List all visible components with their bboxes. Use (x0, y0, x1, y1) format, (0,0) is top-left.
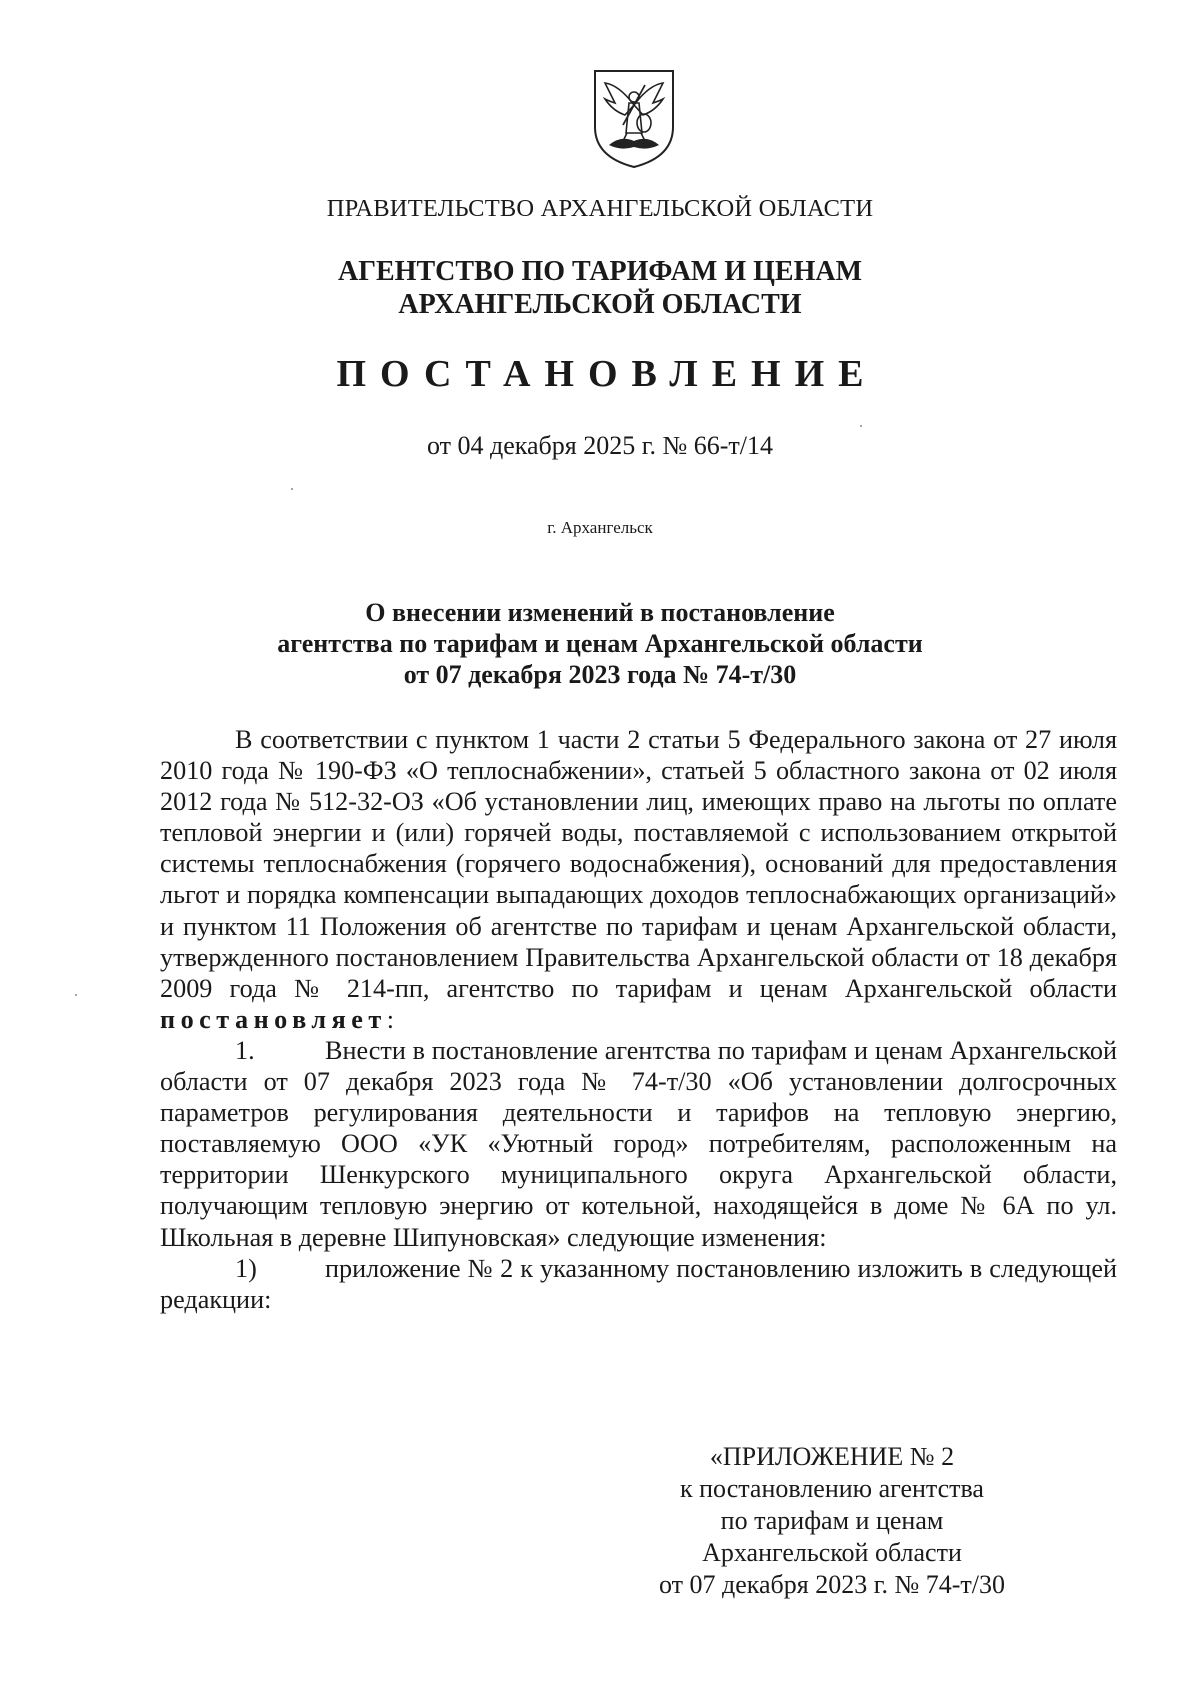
appendix-line2: к постановлению агентства (680, 1474, 984, 1503)
document-type: ПОСТАНОВЛЕНИЕ (336, 353, 878, 395)
document-city: г. Архангельск (547, 518, 653, 537)
subitem-1-text: приложение № 2 к указанному постановлению изложить в следующей редакции: (160, 1253, 1117, 1314)
document-title-line1: О внесении изменений в постановление (365, 598, 835, 627)
agency-name (0, 255, 1200, 321)
item-1-paragraph (160, 1035, 1117, 1253)
agency-name-line2: АРХАНГЕЛЬСКОЙ ОБЛАСТИ (398, 289, 802, 320)
appendix-header (622, 1441, 1042, 1601)
preamble-paragraph (160, 724, 1117, 1035)
document-title-line2: агентства по тарифам и ценам Архангельской области (277, 629, 923, 658)
appendix-line3: по тарифам и ценам (720, 1506, 944, 1535)
appendix-line5: от 07 декабря 2023 г. № 74-т/30 (658, 1570, 1006, 1599)
decree-colon: : (386, 1004, 395, 1034)
document-date-number: от 04 декабря 2025 г. № 66-т/14 (426, 431, 774, 460)
subitem-1-number: 1) (235, 1253, 257, 1283)
government-name: ПРАВИТЕЛЬСТВО АРХАНГЕЛЬСКОЙ ОБЛАСТИ (326, 195, 874, 222)
appendix-line4: Архангельской области (702, 1538, 962, 1567)
document-body (160, 724, 1117, 1315)
preamble-text: В соответствии с пунктом 1 части 2 статьи 5 Федерального закона от 27 июля 2010 года № 190-ФЗ «О теплоснабжении», статьей 5 областного закона от 02 июля 2012 года № 512-32-ОЗ «Об установлении лиц, имеющих право на льготы по оплате тепловой энергии и (или) горячей воды, поставляемой с использованием открытой системы теплоснабжения (горячего водоснабжения), оснований для предоставления льгот и порядка компенсации выпадающих доходов теплоснабжающих организаций» и пунктом 11 Положения об агентстве по тарифам и ценам Архангельской области, утвержденного постановлением Правительства Архангельской области от 18 декабря 2009 года № 214-пп, агентство по тарифам и ценам Архангельской области (160, 725, 1117, 1003)
scan-speck (75, 994, 77, 996)
scan-speck (860, 425, 862, 427)
item-1-text: Внести в постановление агентства по тарифам и ценам Архангельской области от 07 декабря 2023 года № 74-т/30 «Об установлении долгосрочных параметров регулирования деятельности и тарифов на тепловую энергию, поставляемую ООО «УК «Уютный город» потребителям, расположенным на территории Шенкурского муниципального округа Архангельской области, получающим тепловую энергию от котельной, находящейся в доме № 6А по ул. Школьная в деревне Шипуновская» следующие изменения: (160, 1035, 1117, 1252)
item-1-number: 1. (235, 1035, 255, 1065)
appendix-line1: «ПРИЛОЖЕНИЕ № 2 (709, 1442, 955, 1471)
subitem-1-paragraph (160, 1253, 1117, 1315)
document-title-line3: от 07 декабря 2023 года № 74-т/30 (403, 660, 797, 689)
document-title (0, 597, 1200, 690)
arkhangelsk-coat-of-arms-icon (589, 65, 679, 171)
decree-word: постановляет (160, 1004, 387, 1034)
agency-name-line1: АГЕНТСТВО ПО ТАРИФАМ И ЦЕНАМ (337, 256, 863, 287)
scan-speck (291, 488, 293, 490)
